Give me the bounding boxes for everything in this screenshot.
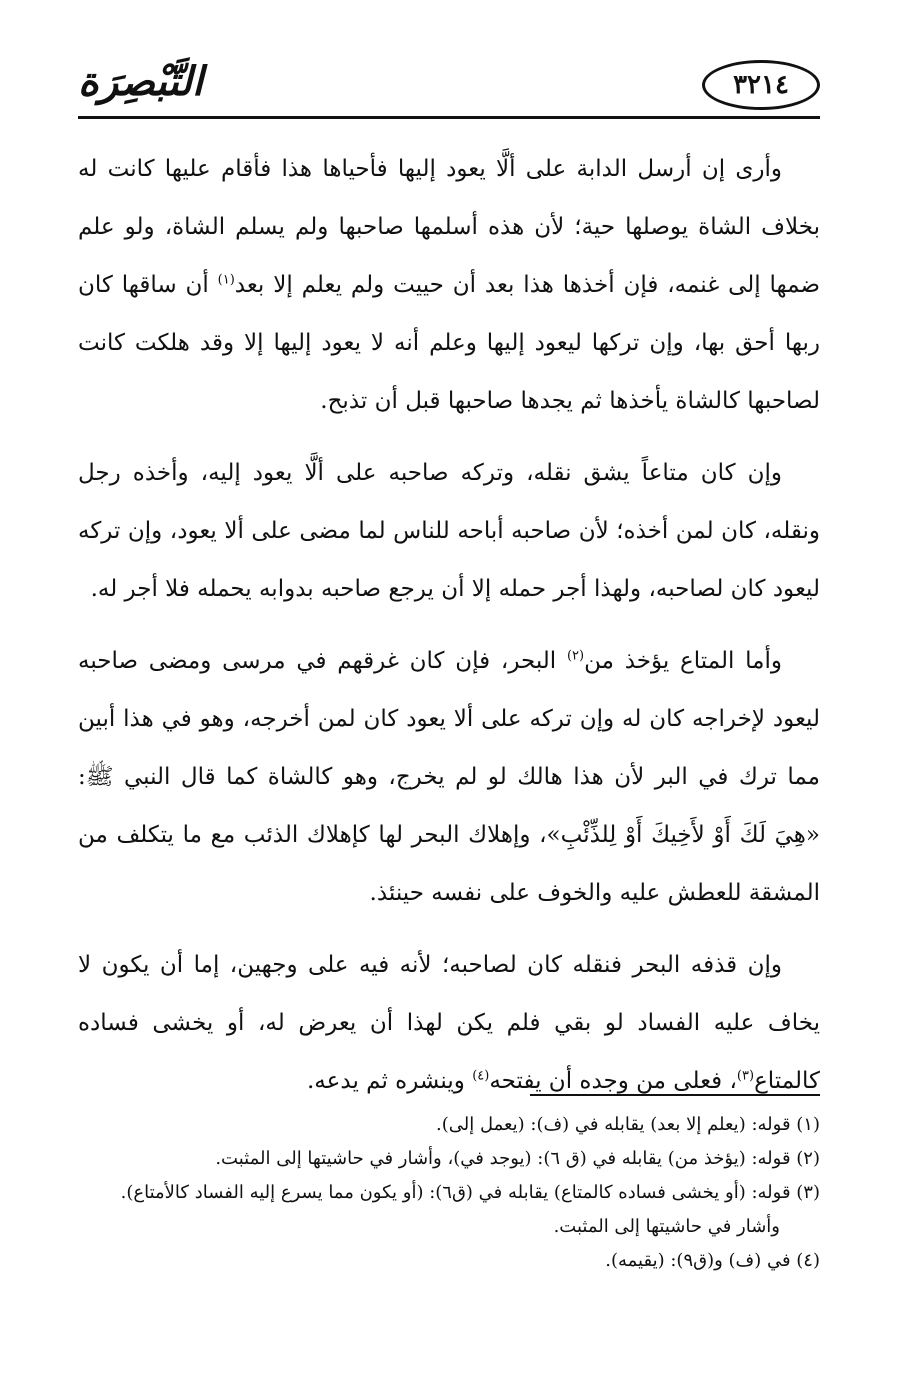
footnote-ref-3: (٣) — [736, 1068, 755, 1084]
paragraph-text: ، فعلى من وجده أن يفتحه — [489, 1068, 737, 1094]
paragraph-text: وأما المتاع يؤخذ من — [584, 648, 782, 674]
paragraph-text: وإن كان متاعاً يشق نقله، وتركه صاحبه على ألَّا يعود إليه، وأخذه رجل ونقله، كان لمن أخذه؛ لأن صاحبه أباحه للناس لما مضى على ألا يعود، وإن تركه ليعود كان لصاحبه، ولهذا أجر حمله إلا أن يرجع صاحبه بدوابه يحمله فلا أجر له. — [78, 460, 820, 602]
paragraph-2 — [78, 444, 820, 618]
paragraph-text: أن ساقها كان ربها أحق بها، وإن تركها ليعود إليها وعلم أنه لا يعود إليها إلا وقد هلكت كانت لصاحبها كالشاة يأخذها ثم يجدها صاحبها قبل أن تذبح. — [78, 272, 820, 414]
footnote-ref-1: (١) — [217, 272, 235, 288]
footnote-2: (٢) قوله: (يؤخذ من) يقابله في (ق ٦): (يوجد في)، وأشار في حاشيتها إلى المثبت. — [215, 1148, 820, 1169]
footnote-ref-4: (٤) — [472, 1068, 490, 1084]
paragraph-text: وينشره ثم يدعه. — [307, 1068, 473, 1094]
paragraph-3 — [78, 632, 820, 922]
footnote-3-continuation: وأشار في حاشيتها إلى المثبت. — [553, 1216, 780, 1237]
page-number: ٣٢١٤ — [702, 60, 820, 110]
main-text — [78, 140, 820, 1124]
paragraph-text: البحر، فإن كان غرقهم في مرسى ومضى صاحبه ليعود لإخراجه كان له وإن تركه على ألا يعود كان لمن أخرجه، وهو في هذا أبين مما ترك في البر لأن هذا هالك لو لم يخرج، وهو كالشاة كما قال النبي ﷺ: «هِيَ لَكَ أَوْ لأَخِيكَ أَوْ لِلذِّئْبِ»، وإهلاك البحر لها كإهلاك الذئب مع ما يتكلف من المشقة للعطش عليه والخوف على نفسه حينئذ. — [78, 648, 820, 906]
paragraph-text: وأرى إن أرسل الدابة على ألَّا يعود إليها فأحياها هذا فأقام عليها كانت له بخلاف الشاة يوصلها حية؛ لأن هذه أسلمها صاحبها ولم يسلم الشاة، ولو علم ضمها إلى غنمه، فإن أخذها هذا بعد أن حييت ولم يعلم إلا بعد — [78, 156, 820, 298]
book-title: التَّبْصِرَة — [78, 58, 204, 105]
footnote-1: (١) قوله: (يعلم إلا بعد) يقابله في (ف): (يعمل إلى). — [436, 1114, 820, 1135]
footnote-3: (٣) قوله: (أو يخشى فساده كالمتاع) يقابله في (ق٦): (أو يكون مما يسرع إليه الفساد كالأمتاع). — [120, 1182, 820, 1203]
page-header — [78, 48, 820, 118]
footnotes — [78, 1108, 820, 1278]
footnote-ref-2: (٢) — [566, 648, 585, 664]
header-divider — [78, 116, 820, 119]
footnote-4: (٤) في (ف) و(ق٩): (يقيمه). — [605, 1250, 820, 1271]
paragraph-4 — [78, 936, 820, 1110]
paragraph-1 — [78, 140, 820, 430]
paragraph-text: وإن قذفه البحر فنقله كان لصاحبه؛ لأنه فيه على وجهين، إما أن يكون لا يخاف عليه الفساد لو بقي فلم يكن لهذا أن يعرض له، أو يخشى فساده كالمتاع — [78, 952, 821, 1094]
